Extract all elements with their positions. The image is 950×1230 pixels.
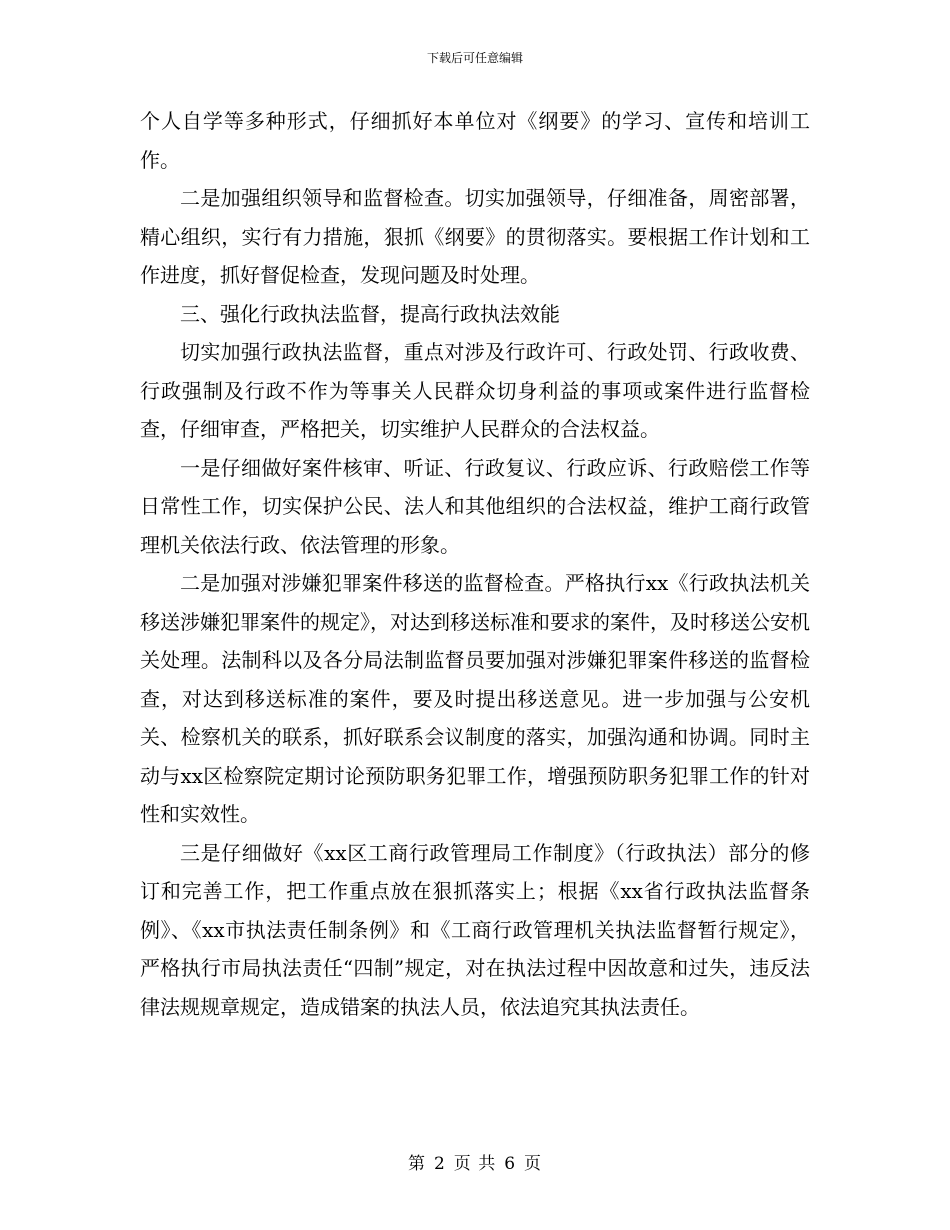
paragraph: 二是加强组织领导和监督检查。切实加强领导，仔细准备，周密部署，精心组织，实行有力措施，狠抓《纲要》的贯彻落实。要根据工作计划和工作进度，抓好督促检查，发现问题及时处理。 — [140, 186, 810, 287]
paragraph: 切实加强行政执法监督，重点对涉及行政许可、行政处罚、行政收费、行政强制及行政不作为等事关人民群众切身利益的事项或案件进行监督检查，仔细审查，严格把关，切实维护人民群众的合法权益。 — [140, 340, 810, 441]
page-total: 6 — [504, 1154, 517, 1174]
page-header-note: 下载后可任意编辑 — [426, 51, 523, 65]
footer-suffix: 页 — [524, 1154, 543, 1174]
paragraph: 一是仔细做好案件核审、听证、行政复议、行政应诉、行政赔偿工作等日常性工作，切实保护公民、法人和其他组织的合法权益，维护工商行政管理机关依法行政、依法管理的形象。 — [140, 455, 810, 557]
paragraph: 三是仔细做好《xx区工商行政管理局工作制度》（行政执法）部分的修订和完善工作，把工作重点放在狠抓落实上；根据《xx省行政执法监督条例》、《xx市执法责任制条例》和《工商行政管理机关执法监督暂行规定》，严格执行市局执法责任“四制”规定，对在执法过程中因故意和过失，违反法律法规规章规定，造成错案的执法人员，依法追究其执法责任。 — [140, 840, 810, 1019]
footer-middle: 页 共 — [453, 1154, 497, 1174]
page-number: 2 — [433, 1154, 446, 1174]
page-footer — [0, 1152, 950, 1176]
section-heading: 三、强化行政执法监督，提高行政执法效能 — [180, 301, 560, 326]
paragraph-continuation: 个人自学等多种形式，仔细抓好本单位对《纲要》的学习、宣传和培训工作。 — [140, 109, 810, 172]
document-body — [140, 102, 810, 1026]
footer-prefix: 第 — [407, 1154, 426, 1174]
paragraph: 二是加强对涉嫌犯罪案件移送的监督检查。严格执行xx《行政执法机关移送涉嫌犯罪案件的规定》，对达到移送标准和要求的案件，及时移送公安机关处理。法制科以及各分局法制监督员要加强对涉嫌犯罪案件移送的监督检查，对达到移送标准的案件，要及时提出移送意见。进一步加强与公安机关、检察机关的联系，抓好联系会议制度的落实，加强沟通和协调。同时主动与xx区检察院定期讨论预防职务犯罪工作，增强预防职务犯罪工作的针对性和实效性。 — [140, 571, 810, 826]
